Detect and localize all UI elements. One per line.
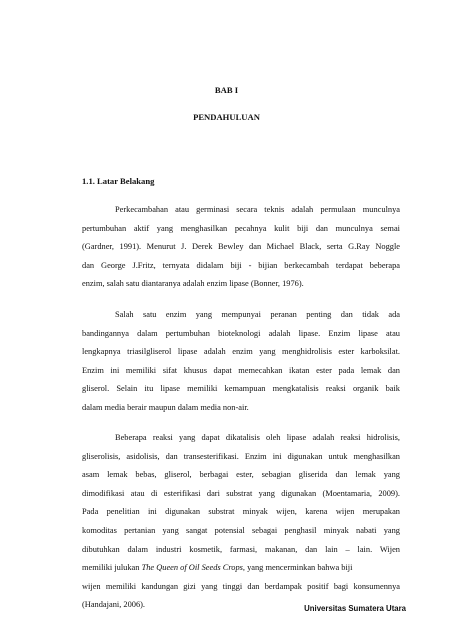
paragraph-line: Perkecambahan atau germinasi secara teknis adalah permulaan munculnya — [115, 205, 400, 214]
paragraph-line: pertumbuhan aktif yang menghasilkan pecahnya kulit biji dan munculnya semai — [82, 223, 400, 233]
paragraph-line: lengkapnya triasilgliserol lipase adalah enzim yang menghidrolisis ester karboksilat. — [82, 347, 400, 357]
line-segment: , yang mencerminkan bahwa biji — [242, 563, 353, 573]
paragraph-1 — [82, 201, 400, 294]
chapter-title: PENDAHULUAN — [193, 112, 260, 122]
paragraph-line: Beberapa reaksi yang dapat dikatalisis oleh lipase adalah reaksi hidrolisis, — [115, 433, 400, 442]
paragraph-line: dan George J.Fritz, ternyata didalam biji - bijian berkecambah terdapat beberapa — [82, 260, 400, 270]
paragraph-line: gliserol. Selain itu lipase memiliki kemampuan mengkatalisis reaksi organik baik — [82, 384, 400, 394]
paragraph-line: wijen memiliki kandungan gizi yang tinggi dan berdampak positif bagi konsumennya — [82, 581, 400, 591]
section-heading: 1.1. Latar Belakang — [82, 176, 155, 186]
chapter-label: BAB I — [214, 85, 239, 95]
paragraph-line: enzim, salah satu diantaranya adalah enzim lipase (Bonner, 1976). — [82, 279, 304, 289]
paragraph-line: Salah satu enzim yang mempunyai peranan penting dan tidak ada — [115, 310, 400, 319]
paragraph-line: Pada penelitian ini digunakan substrat minyak wijen, karena wijen merupakan — [82, 507, 400, 517]
university-footer: Universitas Sumatera Utara — [304, 604, 406, 613]
paragraph-line: (Gardner, 1991). Menurut J. Derek Bewley dan Michael Black, serta G.Ray Noggle — [82, 242, 400, 252]
paragraph-line: dibutuhkan dalam industri kosmetik, farmasi, makanan, dan lain – lain. Wijen — [82, 544, 400, 554]
line-segment: memiliki julukan — [82, 563, 142, 573]
italic-title: The Queen of Oil Seeds Crops — [141, 563, 243, 573]
paragraph-line: gliserolisis, asidolisis, dan transesterifikasi. Enzim ini digunakan untuk menghasilkan — [82, 451, 400, 461]
paragraph-line: bandingannya dalam pertumbuhan bioteknologi adalah lipase. Enzim lipase atau — [82, 328, 400, 338]
paragraph-3 — [82, 429, 400, 615]
paragraph-2 — [82, 306, 400, 418]
paragraph-line: komoditas pertanian yang sangat potensial sebagai penghasil minyak nabati yang — [82, 525, 400, 535]
paragraph-line: (Handajani, 2006). — [82, 600, 146, 610]
paragraph-line: asam lemak bebas, gliserol, berbagai ester, sebagian gliserida dan lemak yang — [82, 470, 400, 480]
paragraph-line: dimodifikasi atau di esterifikasi dari substrat yang digunakan (Moentamaria, 2009). — [82, 488, 400, 498]
paragraph-line: dalam media berair maupun dalam media non-air. — [82, 402, 249, 412]
paragraph-line-mixed — [82, 559, 400, 578]
paragraph-line: Enzim ini memiliki sifat khusus dapat memecahkan ikatan ester pada lemak dan — [82, 365, 400, 375]
